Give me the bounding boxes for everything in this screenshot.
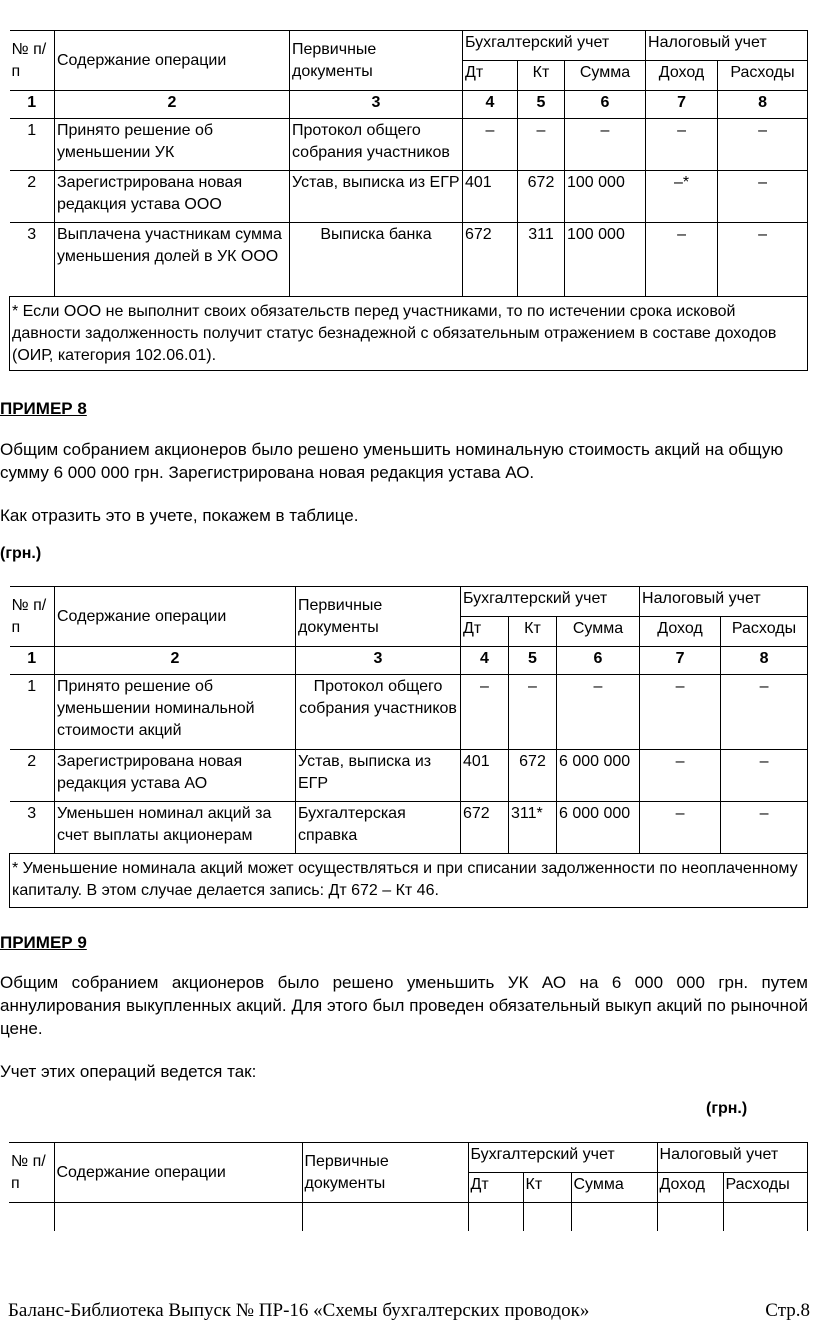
- example-8-paragraph-2: Как отразить это в учете, покажем в таблице.: [0, 506, 359, 525]
- empty-cell: [302, 1203, 468, 1231]
- row-expenses: –: [718, 119, 808, 171]
- row-sum: 100 000: [565, 171, 646, 223]
- header-expenses: Расходы: [723, 1173, 807, 1203]
- row-income: –: [646, 223, 718, 297]
- header-num: № п/п: [10, 31, 55, 91]
- empty-cell: [468, 1203, 523, 1231]
- row-operation: Принято решение об уменьшении номинальной стоимости акций: [55, 675, 296, 750]
- header-content: Содержание операции: [54, 1143, 302, 1203]
- row-expenses: –: [721, 802, 808, 854]
- row-document: Протокол общего собрания участников: [296, 675, 461, 750]
- colnum: 2: [55, 647, 296, 675]
- row-document: Бухгалтерская справка: [296, 802, 461, 854]
- table-1: [9, 30, 808, 371]
- empty-cell: [657, 1203, 723, 1231]
- row-document: Выписка банка: [290, 223, 463, 297]
- header-dt: Дт: [468, 1173, 523, 1203]
- row-operation: Зарегистрирована новая редакция устава АО: [55, 750, 296, 802]
- header-dt: Дт: [463, 61, 518, 91]
- header-num: № п/п: [10, 587, 55, 647]
- row-income: –: [640, 750, 721, 802]
- row-document: Устав, выписка из ЕГР: [296, 750, 461, 802]
- row-operation: Выплачена участникам сумма уменьшения долей в УК ООО: [55, 223, 290, 297]
- row-dt: 401: [461, 750, 509, 802]
- colnum: 5: [509, 647, 557, 675]
- empty-cell: [571, 1203, 657, 1231]
- colnum: 4: [461, 647, 509, 675]
- row-num: 1: [10, 119, 55, 171]
- row-document: Протокол общего собрания участников: [290, 119, 463, 171]
- header-kt: Кт: [509, 617, 557, 647]
- row-income: –: [646, 119, 718, 171]
- header-kt: Кт: [523, 1173, 571, 1203]
- row-sum: 100 000: [565, 223, 646, 297]
- row-income: –: [640, 675, 721, 750]
- footer-publication: Баланс-Библиотека Выпуск № ПР-16 «Схемы бухгалтерских проводок»: [8, 1300, 590, 1321]
- header-expenses: Расходы: [718, 61, 808, 91]
- row-num: 1: [10, 675, 55, 750]
- header-tax: Налоговый учет: [640, 587, 808, 617]
- header-content: Содержание операции: [55, 587, 296, 647]
- colnum: 7: [646, 91, 718, 119]
- row-num: 2: [10, 171, 55, 223]
- row-expenses: –: [718, 223, 808, 297]
- table-row: [10, 802, 808, 854]
- colnum: 6: [565, 91, 646, 119]
- colnum: 4: [463, 91, 518, 119]
- row-kt: 672: [509, 750, 557, 802]
- table-row: [10, 119, 808, 171]
- example-8-paragraph-1: Общим собранием акционеров было решено уменьшить номинальную стоимость акций на общую сумму 6 000 000 грн. Зарегистрирована новая редакция устава АО.: [0, 440, 784, 482]
- row-dt: 672: [461, 802, 509, 854]
- row-num: 3: [10, 802, 55, 854]
- colnum: 2: [55, 91, 290, 119]
- row-dt: 672: [463, 223, 518, 297]
- row-kt: 672: [518, 171, 565, 223]
- example-9-paragraph-1: Общим собранием акционеров было решено уменьшить УК АО на 6 000 000 грн. путем аннулирования выкупленных акций. Для этого был проведен обязательный выкуп акций по рыночной цене.: [0, 973, 808, 1038]
- row-expenses: –: [718, 171, 808, 223]
- row-expenses: –: [721, 750, 808, 802]
- row-operation: Принято решение об уменьшении УК: [55, 119, 290, 171]
- colnum: 6: [557, 647, 640, 675]
- row-sum: 6 000 000: [557, 750, 640, 802]
- header-docs: Первичные документы: [296, 587, 461, 647]
- row-document: Устав, выписка из ЕГР: [290, 171, 463, 223]
- table-3: [9, 1142, 808, 1231]
- empty-cell: [723, 1203, 807, 1231]
- header-sum: Сумма: [565, 61, 646, 91]
- table-note: * Уменьшение номинала акций может осуществляться и при списании задолженности по неоплаченному капиталу. В этом случае делается запись: Дт 672 – Кт 46.: [10, 854, 808, 908]
- example-9-heading: ПРИМЕР 9: [0, 933, 87, 952]
- header-docs: Первичные документы: [302, 1143, 468, 1203]
- row-kt: 311: [518, 223, 565, 297]
- table-row: [10, 675, 808, 750]
- table-row: [10, 171, 808, 223]
- header-accounting: Бухгалтерский учет: [468, 1143, 657, 1173]
- row-dt: 401: [463, 171, 518, 223]
- page-number: Стр.8: [765, 1300, 810, 1321]
- header-tax: Налоговый учет: [646, 31, 808, 61]
- row-num: 3: [10, 223, 55, 297]
- row-dt: –: [463, 119, 518, 171]
- colnum: 1: [10, 91, 55, 119]
- row-sum: –: [565, 119, 646, 171]
- row-operation: Уменьшен номинал акций за счет выплаты акционерам: [55, 802, 296, 854]
- header-expenses: Расходы: [721, 617, 808, 647]
- table-row: [10, 223, 808, 297]
- header-income: Доход: [640, 617, 721, 647]
- colnum: 3: [296, 647, 461, 675]
- row-income: –*: [646, 171, 718, 223]
- header-income: Доход: [646, 61, 718, 91]
- header-docs: Первичные документы: [290, 31, 463, 91]
- header-accounting: Бухгалтерский учет: [463, 31, 646, 61]
- colnum: 5: [518, 91, 565, 119]
- header-sum: Сумма: [557, 617, 640, 647]
- header-income: Доход: [657, 1173, 723, 1203]
- row-kt: 311*: [509, 802, 557, 854]
- row-operation: Зарегистрирована новая редакция устава ООО: [55, 171, 290, 223]
- table-row: [10, 750, 808, 802]
- header-dt: Дт: [461, 617, 509, 647]
- table-2: [9, 586, 808, 908]
- header-num: № п/п: [9, 1143, 54, 1203]
- header-accounting: Бухгалтерский учет: [461, 587, 640, 617]
- colnum: 8: [721, 647, 808, 675]
- header-tax: Налоговый учет: [657, 1143, 807, 1173]
- row-dt: –: [461, 675, 509, 750]
- header-sum: Сумма: [571, 1173, 657, 1203]
- example-9-unit: (грн.): [706, 1100, 748, 1117]
- example-8-heading: ПРИМЕР 8: [0, 399, 87, 418]
- colnum: 7: [640, 647, 721, 675]
- page-footer: [8, 1300, 810, 1322]
- empty-cell: [54, 1203, 302, 1231]
- example-8-unit: (грн.): [0, 545, 42, 562]
- row-sum: –: [557, 675, 640, 750]
- colnum: 8: [718, 91, 808, 119]
- header-content: Содержание операции: [55, 31, 290, 91]
- row-kt: –: [518, 119, 565, 171]
- empty-cell: [9, 1203, 54, 1231]
- row-income: –: [640, 802, 721, 854]
- row-sum: 6 000 000: [557, 802, 640, 854]
- row-kt: –: [509, 675, 557, 750]
- table-note: * Если ООО не выполнит своих обязательств перед участниками, то по истечении срока исковой давности задолженность получит статус безнадежной с обязательным отражением в составе доходов (ОИР, категория 102.06.01).: [10, 297, 808, 371]
- row-expenses: –: [721, 675, 808, 750]
- colnum: 3: [290, 91, 463, 119]
- row-num: 2: [10, 750, 55, 802]
- colnum: 1: [10, 647, 55, 675]
- header-kt: Кт: [518, 61, 565, 91]
- example-9-paragraph-2: Учет этих операций ведется так:: [0, 1062, 257, 1081]
- empty-cell: [523, 1203, 571, 1231]
